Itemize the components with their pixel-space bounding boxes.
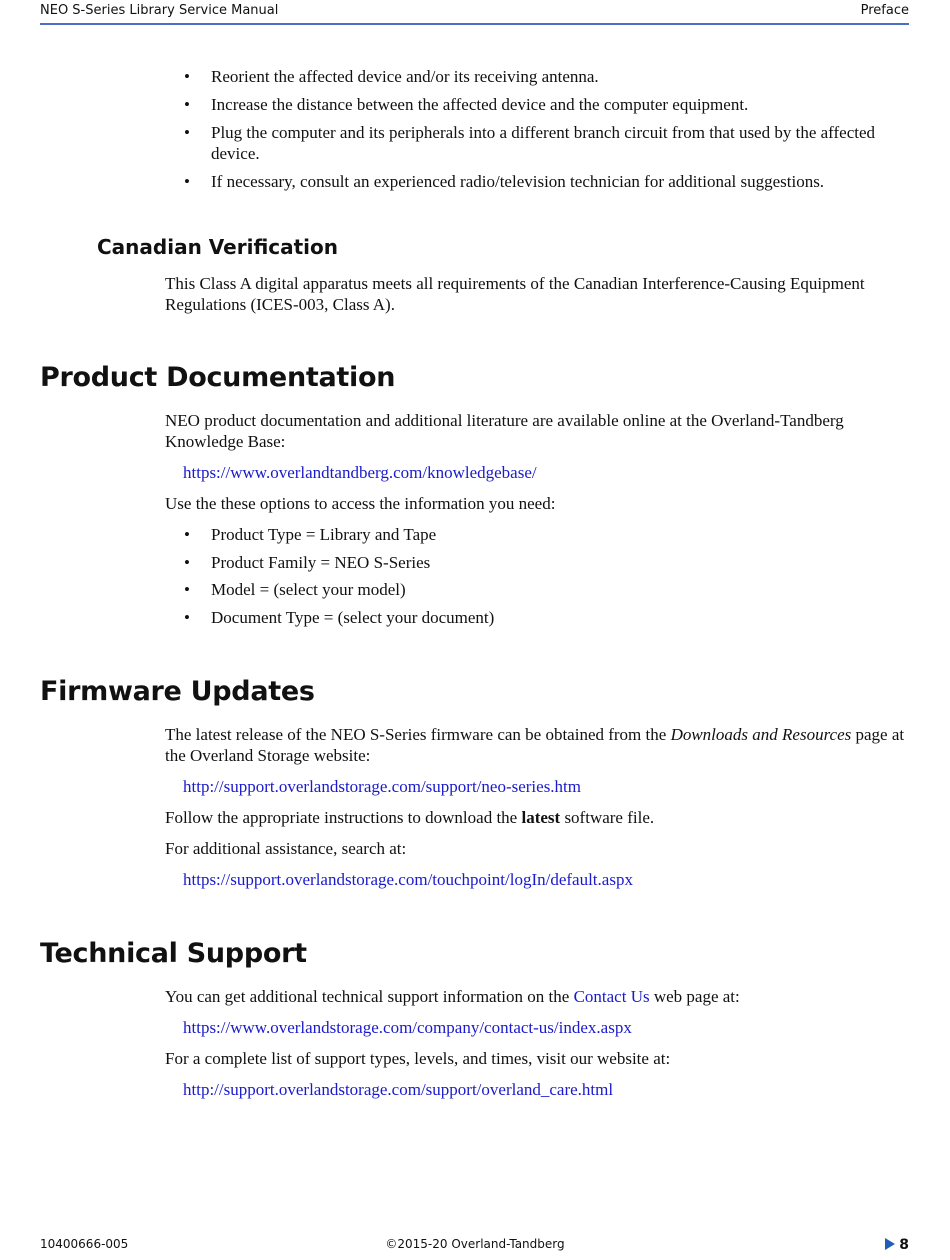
document-number: 10400666-005 (40, 1237, 129, 1251)
header-rule (40, 23, 909, 25)
list-item: • Model = (select your model) (211, 579, 906, 600)
touchpoint-link[interactable]: https://support.overlandstorage.com/touchpoint/logIn/default.aspx (183, 870, 633, 889)
canadian-verification-heading: Canadian Verification (97, 235, 339, 259)
contact-us-url-link[interactable]: https://www.overlandstorage.com/company/contact-us/index.aspx (183, 1018, 632, 1037)
list-item: • Product Type = Library and Tape (211, 524, 906, 545)
firmware-updates-heading: Firmware Updates (40, 676, 315, 707)
page-number: 8 (885, 1237, 909, 1253)
list-item: • Reorient the affected device and/or its receiving antenna. (211, 66, 906, 87)
firmware-intro: The latest release of the NEO S-Series firmware can be obtained from the Downloads and Resources page at the Overland Storage website: (165, 725, 905, 765)
list-item: • Increase the distance between the affected device and the computer equipment. (211, 94, 906, 115)
product-documentation-heading: Product Documentation (40, 362, 396, 393)
next-page-arrow-icon[interactable] (885, 1238, 895, 1250)
product-documentation-intro: NEO product documentation and additional literature are available online at the Overland-Tandberg Knowledge Base: (165, 411, 844, 451)
firmware-assist-text: For additional assistance, search at: (165, 839, 407, 858)
running-header-section: Preface (860, 3, 909, 18)
technical-support-heading: Technical Support (40, 938, 307, 969)
copyright: ©2015-20 Overland-Tandberg (385, 1237, 565, 1251)
contact-us-link[interactable]: Contact Us (573, 987, 650, 1006)
knowledgebase-link[interactable]: https://www.overlandtandberg.com/knowledgebase/ (183, 463, 537, 482)
neo-series-link[interactable]: http://support.overlandstorage.com/support/neo-series.htm (183, 777, 582, 796)
list-item: • Product Family = NEO S-Series (211, 552, 906, 573)
support-complete-text: For a complete list of support types, levels, and times, visit our website at: (165, 1049, 671, 1068)
options-intro: Use the these options to access the information you need: (165, 494, 556, 513)
overland-care-link[interactable]: http://support.overlandstorage.com/support/overland_care.html (183, 1080, 614, 1099)
list-item: • Plug the computer and its peripherals into a different branch circuit from that used by the affected device. (211, 122, 906, 164)
running-header-title: NEO S-Series Library Service Manual (40, 3, 279, 18)
list-item: • Document Type = (select your document) (211, 607, 906, 628)
support-intro: You can get additional technical support information on the Contact Us web page at: (165, 987, 740, 1006)
canadian-verification-text: This Class A digital apparatus meets all requirements of the Canadian Interference-Causing Equipment Regulations (ICES-003, Class A). (165, 274, 865, 314)
list-item: • If necessary, consult an experienced radio/television technician for additional suggestions. (211, 171, 906, 192)
firmware-follow-text: Follow the appropriate instructions to download the latest software file. (165, 808, 655, 827)
options-list (0, 524, 950, 628)
interference-bullets (0, 66, 950, 192)
